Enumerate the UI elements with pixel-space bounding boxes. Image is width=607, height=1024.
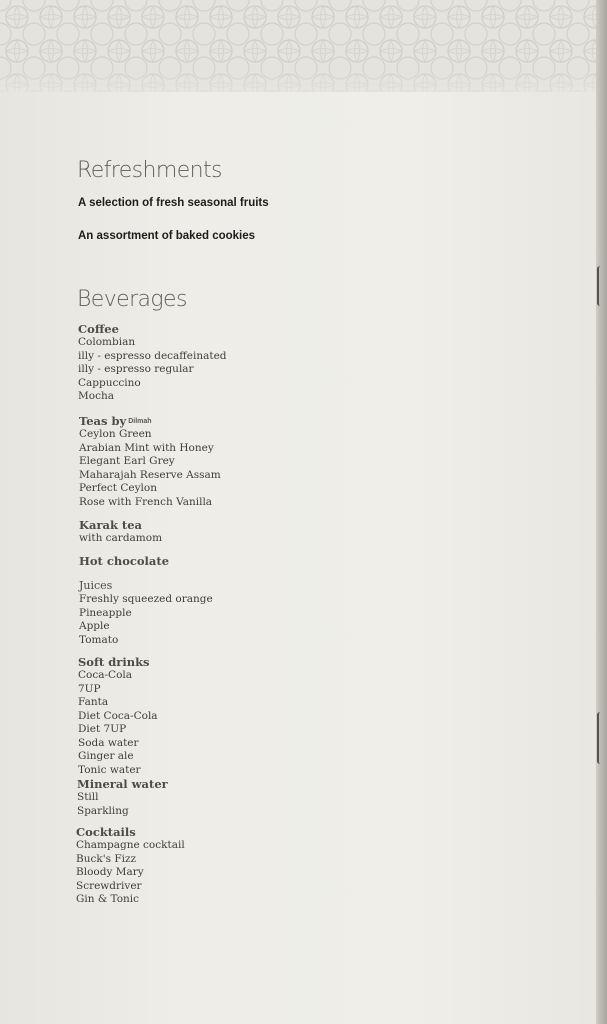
menu-item: Champagne cocktail: [76, 839, 185, 851]
menu-item: Soda water: [78, 736, 139, 749]
beverage-group-teas: [79, 414, 221, 509]
menu-item: illy - espresso regular: [78, 363, 194, 375]
group-title-text: Teas by: [79, 414, 127, 428]
book-page-edge: [596, 0, 607, 1024]
group-title: Mineral water: [77, 777, 168, 791]
menu-item: Colombian: [78, 336, 136, 348]
beverage-group-cocktails: [76, 825, 185, 907]
group-title: Soft drinks: [78, 655, 150, 669]
beverage-group-mineral-water: [77, 777, 168, 818]
beverage-group-juices: [79, 579, 213, 647]
menu-item: Diet Coca-Cola: [78, 709, 158, 722]
menu-item: Rose with French Vanilla: [79, 495, 213, 508]
beverage-group-hot-chocolate: [79, 554, 169, 568]
menu-item: Maharajah Reserve Assam: [79, 468, 221, 481]
menu-item: with cardamom: [79, 532, 163, 544]
menu-item: Apple: [79, 620, 110, 632]
refreshments-item: An assortment of baked cookies: [78, 230, 256, 242]
menu-item: Coca-Cola: [78, 669, 133, 681]
menu-item: Tomato: [79, 633, 119, 646]
binding-clip-bottom: [597, 712, 605, 764]
dilmah-logo: Dilmah: [128, 418, 152, 425]
menu-item: Gin & Tonic: [76, 893, 140, 905]
menu-item: Screwdriver: [76, 879, 142, 892]
binding-clip-top: [597, 266, 605, 306]
beverage-group-karak-tea: [79, 518, 162, 546]
group-title: Juices: [79, 579, 113, 592]
group-title: Karak tea: [79, 518, 143, 532]
menu-item: Buck's Fizz: [76, 852, 137, 865]
menu-item: Pineapple: [79, 606, 132, 619]
menu-item: Freshly squeezed orange: [79, 593, 213, 605]
menu-item: Still: [77, 791, 99, 803]
menu-item: Perfect Ceylon: [79, 482, 157, 494]
refreshments-heading: Refreshments: [77, 158, 222, 183]
menu-item: Bloody Mary: [76, 866, 144, 878]
menu-item: Mocha: [78, 390, 114, 402]
refreshments-item: A selection of fresh seasonal fruits: [78, 197, 269, 209]
menu-item: Tonic water: [78, 763, 141, 776]
menu-item: Ceylon Green: [79, 428, 152, 440]
group-title: Cocktails: [76, 825, 136, 839]
menu-item: Sparkling: [77, 804, 129, 817]
group-title: Hot chocolate: [79, 554, 170, 568]
group-title: [79, 414, 221, 428]
group-title: Coffee: [78, 322, 119, 336]
menu-item: Elegant Earl Grey: [79, 455, 175, 467]
menu-item: Fanta: [78, 696, 109, 708]
menu-item: 7UP: [78, 682, 101, 695]
menu-item: Cappuccino: [78, 376, 141, 389]
menu-item: illy - espresso decaffeinated: [78, 349, 227, 362]
beverages-heading: Beverages: [77, 287, 187, 312]
menu-item: Diet 7UP: [78, 723, 127, 735]
menu-item: Arabian Mint with Honey: [79, 441, 214, 454]
beverage-group-coffee: [78, 322, 227, 404]
beverage-group-soft-drinks: [78, 655, 158, 777]
menu-item: Ginger ale: [78, 750, 134, 762]
